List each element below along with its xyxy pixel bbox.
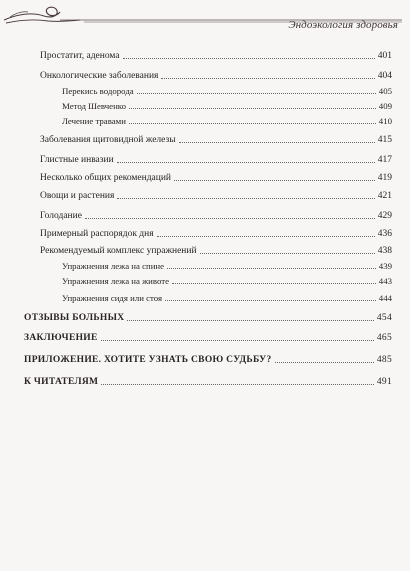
toc-entry-title: К ЧИТАТЕЛЯМ xyxy=(24,377,99,387)
toc-entry xyxy=(40,226,392,240)
toc-entry-page: 417 xyxy=(377,155,392,165)
toc-entry-page: 439 xyxy=(378,261,392,271)
toc-entry-title: Упражнения сидя или стоя xyxy=(62,293,163,303)
toc-entry-page: 438 xyxy=(377,246,392,256)
toc-entry-title: Примерный распорядок дня xyxy=(40,229,154,239)
toc-entry-page: 485 xyxy=(376,355,392,365)
toc-entry-title: Лечение травами xyxy=(62,116,126,126)
toc-entry-title: Овощи и растения xyxy=(40,191,115,201)
toc-entry xyxy=(24,352,392,366)
toc-entry xyxy=(40,132,392,146)
toc-entry-title: Глистные инвазии xyxy=(40,155,114,165)
toc-entry xyxy=(62,273,392,287)
toc-entry-title: Упражнения лежа на спине xyxy=(62,261,165,271)
toc-leader-dots xyxy=(167,268,376,269)
toc-entry-page: 401 xyxy=(377,51,392,61)
running-header-title: Эндоэкология здоровья xyxy=(288,19,398,31)
toc-leader-dots xyxy=(129,123,376,124)
toc-leader-dots xyxy=(179,142,375,143)
toc-entry xyxy=(62,83,392,97)
toc-entry-page: 410 xyxy=(378,116,392,126)
toc-entry-title: Простатит, аденома xyxy=(40,51,120,61)
toc-leader-dots xyxy=(161,78,374,79)
toc-entry-page: 444 xyxy=(378,293,392,303)
toc-entry xyxy=(40,188,392,202)
toc-leader-dots xyxy=(275,362,374,363)
toc-leader-dots xyxy=(200,253,375,254)
toc-entry-title: Голодание xyxy=(40,211,82,221)
toc-leader-dots xyxy=(172,283,376,284)
page-header xyxy=(0,0,410,40)
toc-entry-title: Несколько общих рекомендаций xyxy=(40,173,172,183)
toc-entry xyxy=(40,152,392,166)
toc-entry-page: 429 xyxy=(377,211,392,221)
toc-leader-dots xyxy=(117,162,375,163)
toc-entry xyxy=(24,330,392,344)
toc-entry xyxy=(62,98,392,112)
toc-entry-page: 436 xyxy=(377,229,392,239)
toc-entry xyxy=(40,48,392,62)
toc-entry xyxy=(24,374,392,388)
toc-entry xyxy=(40,170,392,184)
toc-entry xyxy=(40,68,392,82)
toc-leader-dots xyxy=(101,384,374,385)
toc-entry-page: 443 xyxy=(378,276,392,286)
toc-leader-dots xyxy=(127,320,373,321)
toc-entry-title: ЗАКЛЮЧЕНИЕ xyxy=(24,333,98,343)
toc-leader-dots xyxy=(123,58,375,59)
toc-leader-dots xyxy=(129,108,376,109)
toc-entry-title: Заболевания щитовидной железы xyxy=(40,135,176,145)
toc-entry-title: Метод Шевченко xyxy=(62,101,127,111)
toc-leader-dots xyxy=(174,180,375,181)
toc-entry-title: Упражнения лежа на животе xyxy=(62,276,170,286)
toc-entry-page: 465 xyxy=(376,333,392,343)
toc-entry-title: Онкологические заболевания xyxy=(40,71,159,81)
toc-entry xyxy=(62,258,392,272)
toc-entry-page: 419 xyxy=(377,173,392,183)
toc-entry-title: ПРИЛОЖЕНИЕ. ХОТИТЕ УЗНАТЬ СВОЮ СУДЬБУ? xyxy=(24,355,272,365)
toc-entry xyxy=(40,243,392,257)
toc-entry-page: 491 xyxy=(376,377,392,387)
toc-entry xyxy=(62,290,392,304)
toc-entry xyxy=(24,310,392,324)
toc-leader-dots xyxy=(137,93,376,94)
toc-leader-dots xyxy=(157,236,375,237)
toc-entry-page: 404 xyxy=(377,71,392,81)
toc-entry-title: Рекомендуемый комплекс упражнений xyxy=(40,246,197,256)
toc-leader-dots xyxy=(85,218,375,219)
toc-entry xyxy=(40,208,392,222)
toc-entry xyxy=(62,113,392,127)
toc-leader-dots xyxy=(101,340,374,341)
toc-entry-page: 454 xyxy=(376,313,392,323)
toc-entry-title: ОТЗЫВЫ БОЛЬНЫХ xyxy=(24,313,125,323)
toc-entry-page: 409 xyxy=(378,101,392,111)
toc-entry-title: Перекись водорода xyxy=(62,86,134,96)
toc-entry-page: 415 xyxy=(377,135,392,145)
toc-entry-page: 405 xyxy=(378,86,392,96)
toc-leader-dots xyxy=(165,300,376,301)
toc-leader-dots xyxy=(117,198,374,199)
toc-entry-page: 421 xyxy=(377,191,392,201)
